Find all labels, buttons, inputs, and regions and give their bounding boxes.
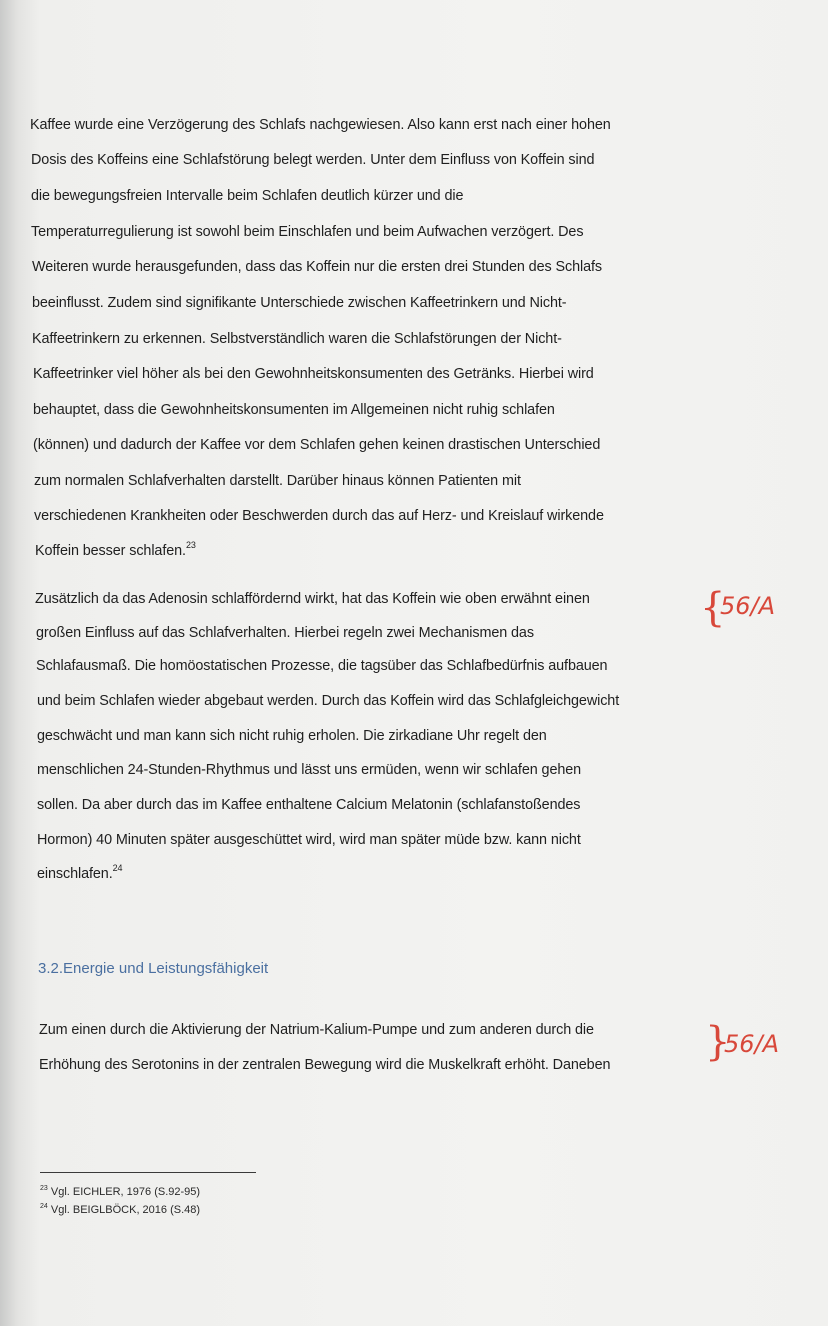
text-line: und beim Schlafen wieder abgebaut werden. Durch das Koffein wird das Schlafgleichgewicht [37,693,620,709]
text-line: Koffein besser schlafen. [35,543,186,559]
handwritten-annotation: 56/A [720,592,776,620]
handwritten-annotation: 56/A [724,1030,780,1058]
text-line: einschlafen. [37,866,113,882]
text-line: Kaffeetrinkern zu erkennen. Selbstverständlich waren die Schlafstörungen der Nicht- [32,331,562,347]
text-line: sollen. Da aber durch das im Kaffee enthaltene Calcium Melatonin (schlafanstoßendes [37,797,581,813]
brace-mark-icon: } [705,1019,731,1065]
text-line: Kaffee wurde eine Verzögerung des Schlafs nachgewiesen. Also kann erst nach einer hohen [30,117,611,133]
text-line-last [35,540,196,559]
text-line: Dosis des Koffeins eine Schlafstörung belegt werden. Unter dem Einfluss von Koffein sind [31,152,595,168]
footnote [40,1186,200,1198]
text-line: Kaffeetrinker viel höher als bei den Gewohnheitskonsumenten des Getränks. Hierbei wird [33,366,594,382]
text-line: beeinflusst. Zudem sind signifikante Unterschiede zwischen Kaffeetrinkern und Nicht- [32,295,567,311]
footnote-text: Vgl. BEIGLBÖCK, 2016 (S.48) [50,1204,201,1216]
text-line: großen Einfluss auf das Schlafverhalten. Hierbei regeln zwei Mechanismen das [36,625,534,641]
text-line: menschlichen 24-Stunden-Rhythmus und lässt uns ermüden, wenn wir schlafen gehen [37,762,582,778]
section-heading: 3.2.Energie und Leistungsfähigkeit [38,960,269,977]
footnote-divider [40,1172,256,1173]
footnote-text: Vgl. EICHLER, 1976 (S.92-95) [50,1186,201,1198]
text-line: zum normalen Schlafverhalten darstellt. Darüber hinaus können Patienten mit [34,473,521,489]
text-line: (können) und dadurch der Kaffee vor dem Schlafen gehen keinen drastischen Unterschied [33,437,601,453]
text-line: geschwächt und man kann sich nicht ruhig erholen. Die zirkadiane Uhr regelt den [37,728,547,744]
footnote-number: 23 [40,1185,48,1192]
footnote-ref[interactable]: 24 [112,863,123,873]
text-line-last [37,863,123,882]
text-line: Schlafausmaß. Die homöostatischen Prozesse, die tagsüber das Schlafbedürfnis aufbauen [36,658,608,674]
text-line: verschiedenen Krankheiten oder Beschwerden durch das auf Herz- und Kreislauf wirkende [34,508,604,524]
footnote-ref[interactable]: 23 [185,540,196,550]
text-line: die bewegungsfreien Intervalle beim Schlafen deutlich kürzer und die [31,188,464,204]
text-line: behauptet, dass die Gewohnheitskonsumenten im Allgemeinen nicht ruhig schlafen [33,402,555,418]
text-line: Hormon) 40 Minuten später ausgeschüttet wird, wird man später müde bzw. kann nicht [37,832,581,848]
text-line: Zum einen durch die Aktivierung der Natrium-Kalium-Pumpe und zum anderen durch die [39,1022,594,1038]
text-line: Erhöhung des Serotonins in der zentralen Bewegung wird die Muskelkraft erhöht. Daneben [39,1057,611,1073]
footnote [40,1204,200,1216]
text-line: Weiteren wurde herausgefunden, dass das Koffein nur die ersten drei Stunden des Schlafs [32,259,602,275]
text-line: Zusätzlich da das Adenosin schlaffördernd wirkt, hat das Koffein wie oben erwähnt einen [35,591,590,607]
text-line: Temperaturregulierung ist sowohl beim Einschlafen und beim Aufwachen verzögert. Des [31,224,584,240]
footnote-number: 24 [40,1203,48,1210]
brace-mark-icon: { [700,585,726,631]
